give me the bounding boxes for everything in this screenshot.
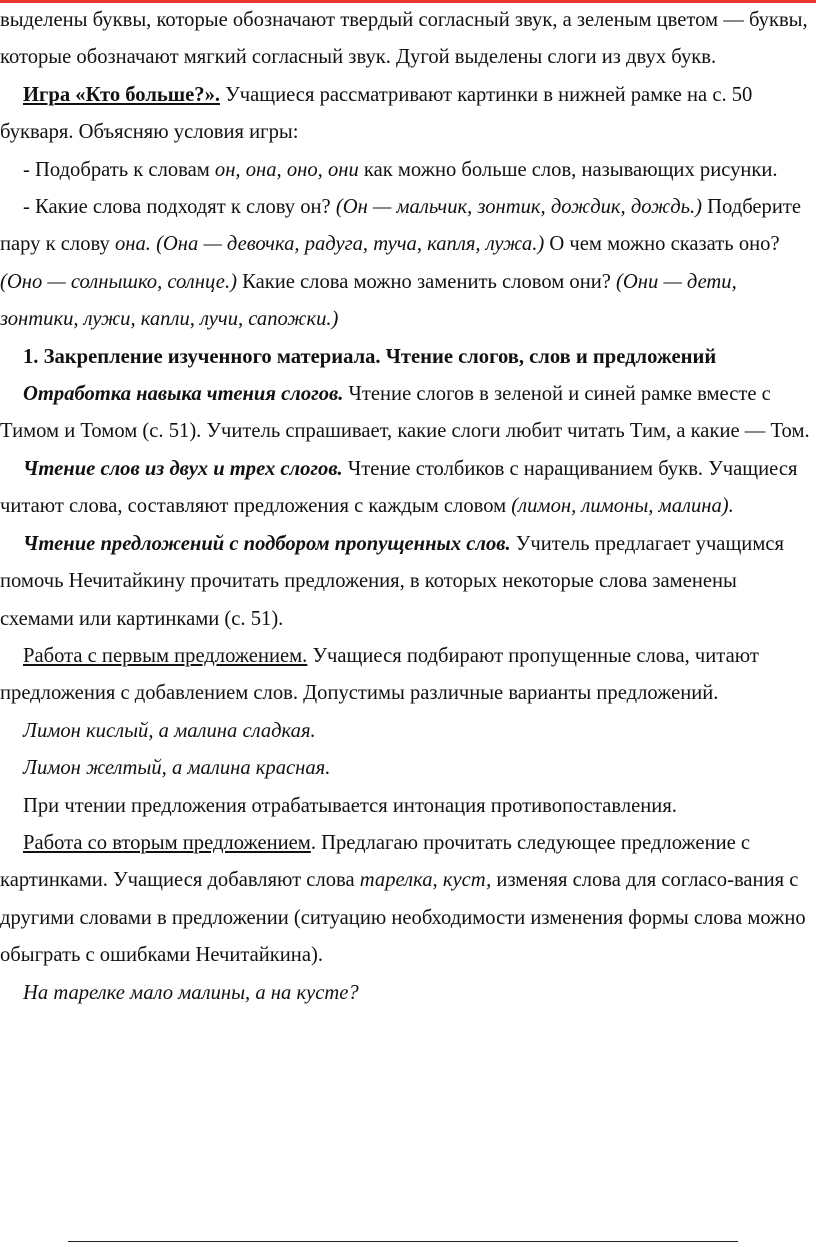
paragraph-sentences	[0, 526, 814, 638]
words-italic: (лимон, лимоны, малина).	[511, 495, 734, 518]
example-sentence-2: Лимон желтый, а малина красная.	[23, 757, 331, 780]
second-sentence-italic: тарелка, куст,	[359, 869, 492, 892]
paragraph-words	[0, 451, 814, 526]
task-2-italic-4: (Они — дети, зонтики, лужи, капли, лучи, сапожки.)	[0, 270, 737, 331]
paragraph-1: выделены буквы, которые обозначают твердый согласный звук, а зеленым цветом — буквы, которые обозначают мягкий согласный звук. Дугой выделены слоги из двух букв.	[0, 9, 808, 69]
paragraph-task-2	[0, 189, 814, 339]
words-heading: Чтение слов из двух и трех слогов.	[23, 457, 343, 480]
paragraph-syllables	[0, 376, 814, 451]
paragraph-task-1	[0, 152, 814, 189]
sentences-text: Учитель предлагает учащимся помочь Нечитайкину прочитать предложения, в которых некоторые слова заменены схемами или картинками (с. 51).	[0, 532, 784, 630]
words-text: Чтение столбиков с наращиванием букв. Учащиеся читают слова, составляют предложения с каждым словом	[0, 457, 798, 518]
paragraph-second-sentence	[0, 825, 814, 975]
task-2-text-2: Подберите пару к слову	[0, 196, 802, 256]
game-text: Учащиеся рассматривают картинки в нижней рамке на с. 50 букваря. Объясняю условия игры:	[0, 83, 753, 144]
task-1-italic: он, она, оно, они	[214, 158, 359, 181]
task-2-italic-3: (Оно — солнышко, солнце.)	[0, 270, 237, 293]
document-page	[0, 2, 814, 1012]
paragraph-game	[0, 77, 814, 152]
paragraph-first-sentence	[0, 638, 814, 713]
section-heading: 1. Закрепление изученного материала. Чтение слогов, слов и предложений	[23, 345, 717, 368]
task-2-text-3: О чем можно сказать оно?	[544, 233, 780, 256]
sentences-heading: Чтение предложений с подбором пропущенных слов.	[23, 532, 511, 555]
paragraph-intonation: При чтении предложения отрабатывается интонация противопоставления.	[23, 794, 677, 817]
example-sentence-1: Лимон кислый, а малина сладкая.	[23, 719, 316, 742]
syllables-text: Чтение слогов в зеленой и синей рамке вместе с Тимом и Томом (с. 51). Учитель спрашивает, какие слоги любит читать Тим, а какие — Том.	[0, 383, 810, 443]
second-sentence-text-1: . Предлагаю прочитать следующее предложение с картинками. Учащиеся добавляют слова	[0, 831, 751, 892]
game-heading: Игра «Кто больше?».	[23, 83, 221, 106]
task-1-text-end: как можно больше слов, называющих рисунки.	[358, 158, 778, 181]
second-sentence-text-2: изменяя слова для согласо-вания с другими словами в предложении (ситуацию необходимости изменения формы слова можно обыграть с ошибками Нечитайкина).	[0, 869, 806, 967]
task-2-italic-2: она. (Она — девочка, радуга, туча, капля, лужа.)	[114, 233, 545, 256]
first-sentence-text: Учащиеся подбирают пропущенные слова, читают предложения с добавлением слов. Допустимы различные варианты предложений.	[0, 644, 759, 705]
first-sentence-heading: Работа с первым предложением.	[23, 644, 308, 667]
example-sentence-3: На тарелке мало малины, а на кусте?	[23, 981, 359, 1004]
footer-divider	[68, 1241, 738, 1242]
second-sentence-heading: Работа со вторым предложением	[23, 831, 311, 854]
task-1-text: - Подобрать к словам	[23, 158, 215, 181]
syllables-heading: Отработка навыка чтения слогов.	[23, 383, 344, 406]
task-2-text-1: - Какие слова подходят к слову он?	[23, 196, 336, 219]
task-2-text-4: Какие слова можно заменить словом они?	[236, 270, 617, 293]
task-2-italic-1: (Он — мальчик, зонтик, дождик, дождь.)	[335, 196, 702, 219]
